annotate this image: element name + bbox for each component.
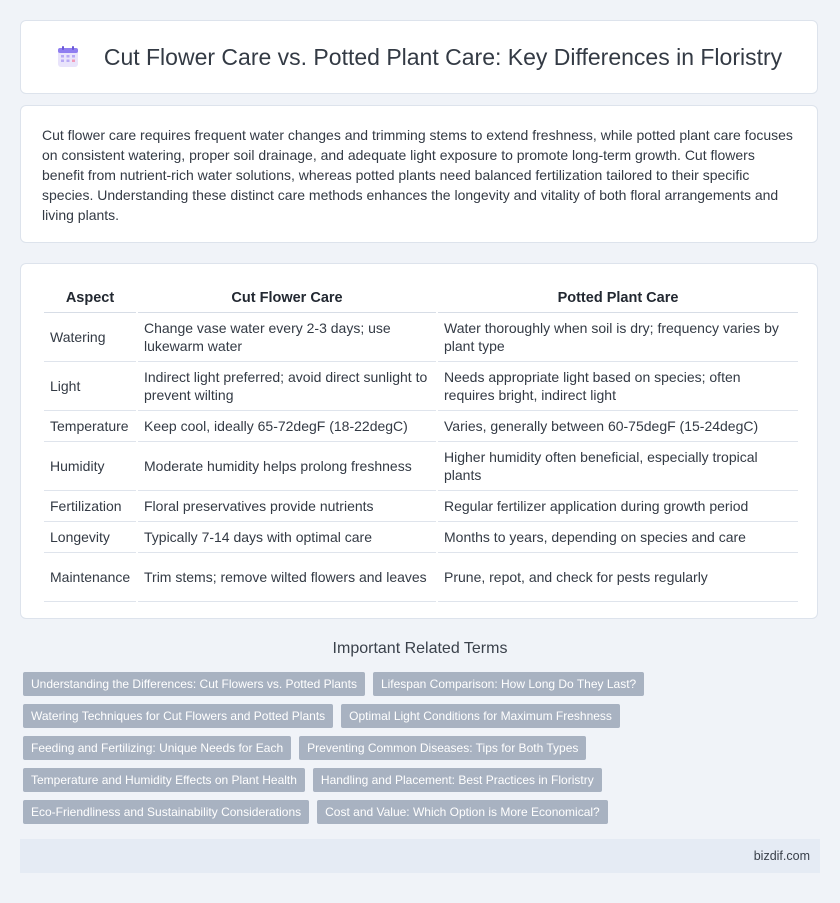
table-cell-aspect: Maintenance [44, 553, 136, 602]
table-cell: Needs appropriate light based on species; often requires bright, indirect light [438, 362, 798, 411]
table-row [44, 522, 798, 553]
table-cell: Months to years, depending on species and care [438, 522, 798, 553]
table-cell: Trim stems; remove wilted flowers and leaves [138, 553, 436, 602]
table-cell-aspect: Humidity [44, 442, 136, 491]
table-cell-aspect: Light [44, 362, 136, 411]
related-term-tag[interactable]: Understanding the Differences: Cut Flowers vs. Potted Plants [23, 672, 365, 696]
comparison-table [42, 282, 800, 602]
table-cell: Indirect light preferred; avoid direct sunlight to prevent wilting [138, 362, 436, 411]
intro-paragraph: Cut flower care requires frequent water changes and trimming stems to extend freshness, while potted plant care focuses on consistent watering, proper soil drainage, and adequate light exposure to promote long-term growth. Cut flowers benefit from nutrient-rich water solutions, whereas potted plants need balanced fertilization tailored to their specific species. Understanding these distinct care methods enhances the longevity and vitality of both floral arrangements and living plants. [42, 127, 793, 223]
table-cell-aspect: Watering [44, 313, 136, 362]
table-row [44, 491, 798, 522]
table-cell: Floral preservatives provide nutrients [138, 491, 436, 522]
column-header-cut-flower: Cut Flower Care [138, 282, 436, 313]
page-title: Cut Flower Care vs. Potted Plant Care: Key Differences in Floristry [103, 43, 783, 70]
related-terms-list [23, 672, 823, 832]
related-term-tag[interactable]: Feeding and Fertilizing: Unique Needs for Each [23, 736, 291, 760]
table-header-row [44, 282, 798, 313]
intro-card [20, 105, 818, 243]
related-term-tag[interactable]: Handling and Placement: Best Practices in Floristry [313, 768, 602, 792]
table-cell: Change vase water every 2-3 days; use lukewarm water [138, 313, 436, 362]
table-row [44, 362, 798, 411]
tag-row [23, 672, 823, 696]
footer [20, 839, 820, 873]
column-header-potted-plant: Potted Plant Care [438, 282, 798, 313]
table-cell: Higher humidity often beneficial, especially tropical plants [438, 442, 798, 491]
header-card [20, 20, 818, 94]
related-term-tag[interactable]: Preventing Common Diseases: Tips for Both Types [299, 736, 586, 760]
tag-row [23, 800, 823, 824]
table-row [44, 553, 798, 602]
table-row [44, 442, 798, 491]
footer-site-link[interactable]: bizdif.com [753, 849, 810, 863]
table-row [44, 313, 798, 362]
related-term-tag[interactable]: Cost and Value: Which Option is More Economical? [317, 800, 608, 824]
table-cell-aspect: Fertilization [44, 491, 136, 522]
column-header-aspect: Aspect [44, 282, 136, 313]
related-term-tag[interactable]: Watering Techniques for Cut Flowers and Potted Plants [23, 704, 333, 728]
comparison-table-card [20, 263, 818, 619]
table-cell: Varies, generally between 60-75degF (15-24degC) [438, 411, 798, 442]
tag-row [23, 736, 823, 760]
table-cell: Water thoroughly when soil is dry; frequency varies by plant type [438, 313, 798, 362]
table-cell: Keep cool, ideally 65-72degF (18-22degC) [138, 411, 436, 442]
table-cell: Moderate humidity helps prolong freshness [138, 442, 436, 491]
related-term-tag[interactable]: Eco-Friendliness and Sustainability Considerations [23, 800, 309, 824]
related-terms-heading: Important Related Terms [332, 640, 508, 657]
table-cell: Typically 7-14 days with optimal care [138, 522, 436, 553]
table-row [44, 411, 798, 442]
tag-row [23, 704, 823, 728]
tag-row [23, 768, 823, 792]
table-cell: Prune, repot, and check for pests regularly [438, 553, 798, 602]
related-term-tag[interactable]: Optimal Light Conditions for Maximum Freshness [341, 704, 620, 728]
header [56, 44, 782, 71]
related-term-tag[interactable]: Lifespan Comparison: How Long Do They Last? [373, 672, 644, 696]
table-cell-aspect: Temperature [44, 411, 136, 442]
related-term-tag[interactable]: Temperature and Humidity Effects on Plant Health [23, 768, 305, 792]
table-cell: Regular fertilizer application during growth period [438, 491, 798, 522]
calendar-icon [56, 45, 80, 69]
table-cell-aspect: Longevity [44, 522, 136, 553]
